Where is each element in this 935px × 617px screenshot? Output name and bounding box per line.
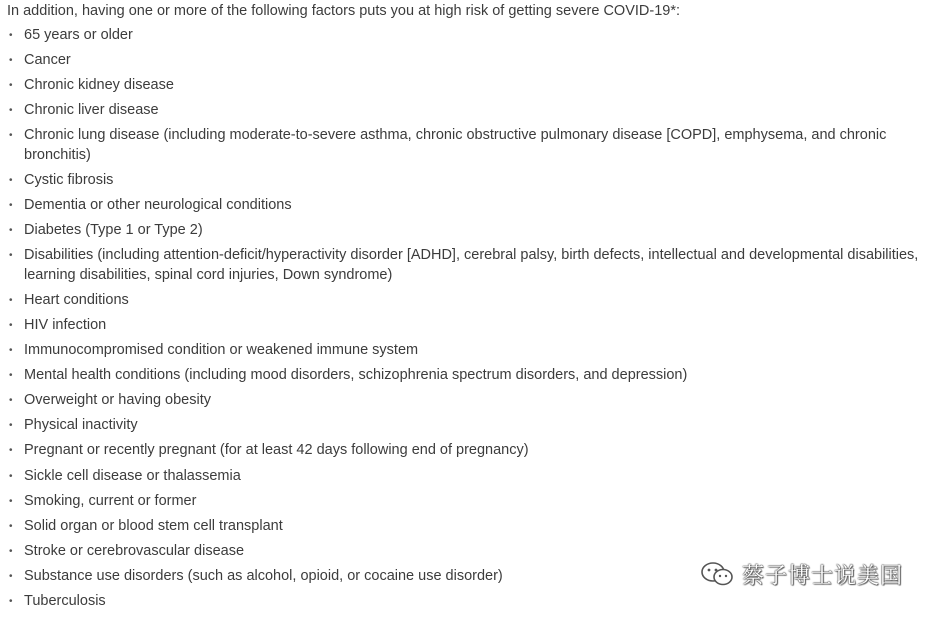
bullet-icon: • (9, 445, 13, 457)
bullet-icon: • (9, 545, 13, 557)
bullet-icon: • (9, 345, 13, 357)
list-item-text: Cancer (24, 52, 71, 69)
watermark (700, 559, 903, 589)
bullet-icon: • (9, 520, 13, 532)
list-item-text: Dementia or other neurological conditions (24, 197, 292, 214)
list-item (0, 51, 935, 71)
bullet-icon: • (9, 200, 13, 212)
list-item (0, 76, 935, 96)
list-item-text: Smoking, current or former (24, 492, 197, 509)
list-item-text: Heart conditions (24, 291, 129, 308)
list-item (0, 171, 935, 191)
list-item-text: Cystic fibrosis (24, 171, 114, 188)
bullet-icon: • (9, 370, 13, 382)
bullet-icon: • (9, 570, 13, 582)
list-item (0, 517, 935, 537)
list-item-text: 65 years or older (24, 27, 133, 43)
bullet-icon: • (9, 495, 13, 507)
list-item-text: Diabetes (Type 1 or Type 2) (24, 222, 203, 239)
list-item-text: Mental health conditions (including mood disorders, schizophrenia spectrum disorders, and depression) (24, 367, 688, 384)
list-item (0, 441, 935, 461)
bullet-icon: • (9, 420, 13, 432)
watermark-text: 蔡子博士说美国 (742, 563, 904, 589)
list-item (0, 26, 935, 46)
list-item-text: Chronic kidney disease (24, 77, 174, 94)
list-item (0, 592, 935, 612)
list-item (0, 221, 935, 241)
list-item-text: Chronic lung disease (including moderate-to-severe asthma, chronic obstructive pulmonary disease [COPD], emphysema, and chronic bronchitis) (24, 127, 887, 163)
list-item (0, 291, 935, 311)
list-item (0, 246, 935, 285)
bullet-icon: • (9, 225, 13, 237)
bullet-icon: • (9, 470, 13, 482)
list-item (0, 316, 935, 336)
list-item-text: HIV infection (24, 316, 107, 333)
bullet-icon: • (9, 105, 13, 117)
intro-text: In addition, having one or more of the following factors puts you at high risk of getting severe COVID-19*: (7, 3, 681, 19)
bullet-icon: • (9, 55, 13, 67)
list-item-text: Chronic liver disease (24, 102, 159, 119)
list-item-text: Tuberculosis (24, 592, 106, 609)
bullet-icon: • (9, 30, 13, 41)
risk-factor-list (0, 26, 935, 617)
list-item-text: Stroke or cerebrovascular disease (24, 542, 245, 559)
list-item (0, 492, 935, 512)
list-item-text: Substance use disorders (such as alcohol, opioid, or cocaine use disorder) (24, 567, 503, 584)
list-item (0, 126, 935, 165)
list-item-text: Physical inactivity (24, 417, 138, 434)
bullet-icon: • (9, 130, 13, 142)
bullet-icon: • (9, 319, 13, 331)
list-item (0, 366, 935, 386)
list-item (0, 467, 935, 487)
list-item-text: Immunocompromised condition or weakened immune system (24, 342, 419, 359)
bullet-icon: • (9, 294, 13, 306)
bullet-icon: • (9, 174, 13, 186)
list-item-text: Sickle cell disease or thalassemia (24, 467, 241, 484)
bullet-icon: • (9, 395, 13, 407)
list-item-text: Overweight or having obesity (24, 392, 211, 409)
list-item (0, 341, 935, 361)
list-item-text: Pregnant or recently pregnant (for at least 42 days following end of pregnancy) (24, 442, 529, 459)
bullet-icon: • (9, 595, 13, 607)
list-item-text: Solid organ or blood stem cell transplant (24, 517, 283, 534)
list-item-text: Disabilities (including attention-deficit/hyperactivity disorder [ADHD], cerebral palsy, birth defects, intellectual and developmental disabilities, learning disabilities, spinal cord injuries, Down syndrome) (24, 247, 919, 283)
bullet-icon: • (9, 250, 13, 262)
list-item (0, 416, 935, 436)
list-item (0, 196, 935, 216)
wechat-icon (700, 561, 736, 587)
list-item (0, 391, 935, 411)
bullet-icon: • (9, 80, 13, 92)
list-item (0, 101, 935, 121)
